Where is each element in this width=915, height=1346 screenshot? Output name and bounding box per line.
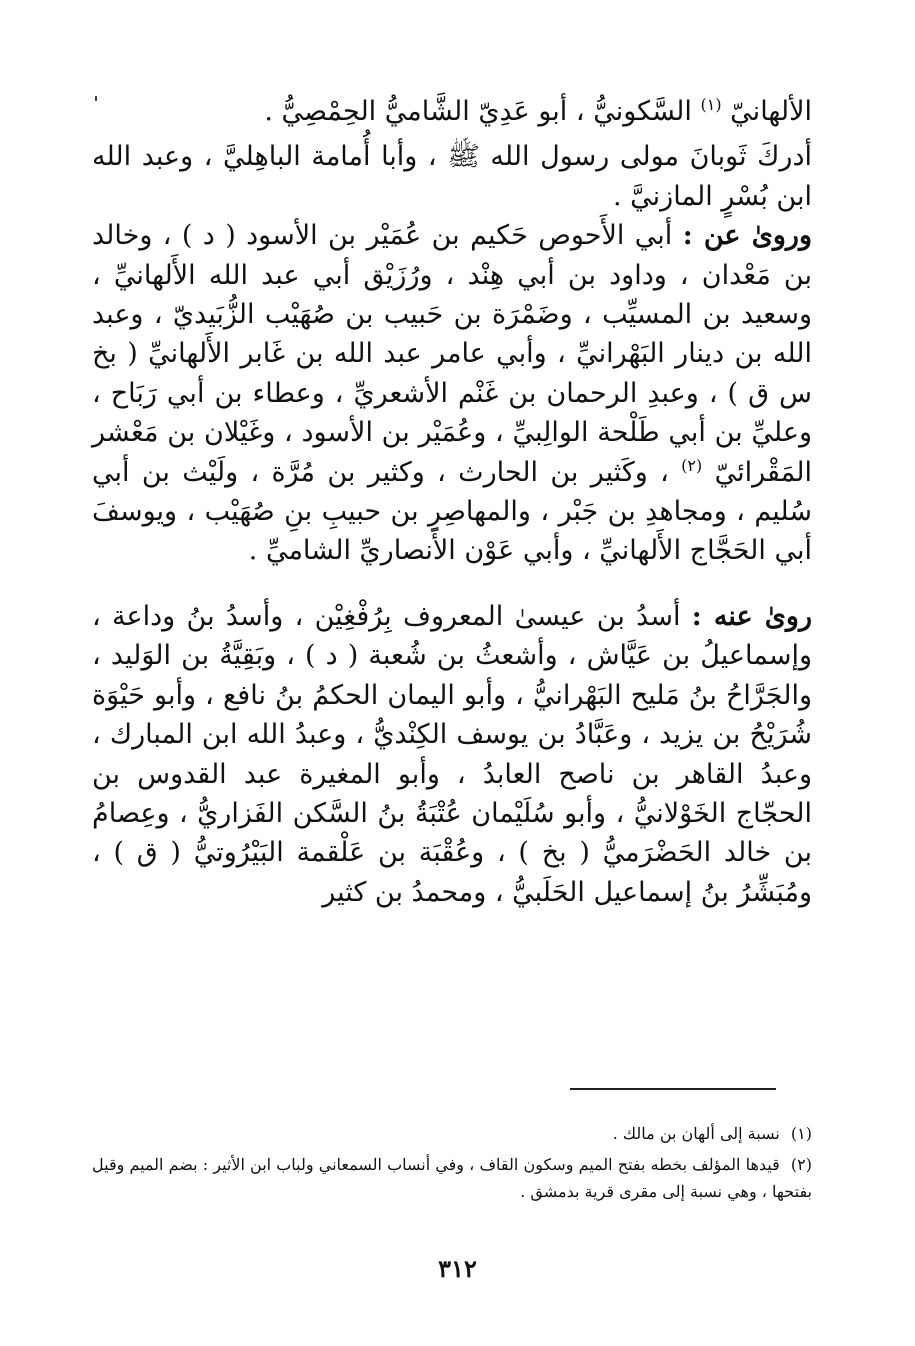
main-text xyxy=(92,92,812,912)
page-number: ٣١٢ xyxy=(438,1254,477,1283)
intro-rest: السَّكونيُّ ، أبو عَدِيّ الشَّاميُّ الحِمْصِيُّ . xyxy=(264,96,692,127)
intro-paragraph xyxy=(92,92,812,131)
rawa-an-label: وروىٰ عن : xyxy=(682,220,813,252)
footnotes xyxy=(92,1120,812,1209)
rawa-an-text-a: أبي الأَحوص حَكيم بن عُمَيْر بن الأسود ( د ) ، وخالد بن مَعْدان ، وداود بن أبي هِنْد ، ورُزَيْق أبي عبد الله الأَلهانيِّ ، وسعيد بن المسيِّب ، وضَمْرَة بن حَبيب بن صُهَيْب الزُّبَيديّ ، وعبد الله بن دينار البَهْرانيِّ ، وأبي عامر عبد الله بن غَابر الأَلهانيِّ ( بخ س ق ) ، وعبدِ الرحمان بن غَنْم الأشعريِّ ، وعطاء بن أبي رَبَاح ، وعليِّ بن أبي طَلْحة الوالِبيِّ ، وعُمَيْر بن الأسود ، وغَيْلان بن مَعْشر المَقْرائيّ xyxy=(92,220,812,488)
footnote-separator xyxy=(570,1088,776,1090)
intro-nisba: الألهانيّ xyxy=(730,96,812,127)
adrak-paragraph: أدركَ ثَوبانَ مولى رسول الله ﷺ ، وأبا أُمامة الباهِليَّ ، وعبد الله ابن بُسْرٍ المازنيَّ . xyxy=(92,141,812,212)
footnote-text: قيدها المؤلف بخطه بفتح الميم وسكون القاف ، وفي أنساب السمعاني ولباب ابن الأثير : بضم الميم وقيل بفتحها ، وهي نسبة إلى مقرى قرية بدمشق . xyxy=(92,1155,812,1201)
footnote-number: (٢) xyxy=(790,1155,812,1174)
rawa-an-paragraph xyxy=(92,216,812,571)
rawa-an-text-b: ، وكَثير بن الحارث ، وكثير بن مُرَّة ، ولَيْث بن أبي سُليم ، ومجاهدِ بن جَبْر ، والمهاصِرِ بن حبيبِ بنِ صُهَيْب ، ويوسفَ أبي الحَجَّاج الأَلهانيِّ ، وأبي عَوْن الأَنصاريِّ الشاميِّ . xyxy=(92,456,812,567)
section-gap xyxy=(92,571,812,597)
footnote-number: (١) xyxy=(790,1124,812,1143)
footnote-2 xyxy=(92,1151,812,1205)
footnote-text: نسبة إلى ألهان بن مالك . xyxy=(612,1124,780,1143)
footnote-1 xyxy=(92,1120,812,1147)
footnote-ref-2: (٢) xyxy=(681,455,703,475)
footnote-ref-1: (١) xyxy=(700,95,722,114)
rawa-anhu-paragraph xyxy=(92,597,812,912)
rawa-anhu-label: روىٰ عنه : xyxy=(691,600,812,632)
rawa-anhu-text: أسدُ بن عيسىٰ المعروف بِرُفْغِيْن ، وأسدُ بنُ وداعة ، وإسماعيلُ بن عَيَّاش ، وأشعثُ بن شُعبة ( د ) ، وبَقِيَّةُ بن الوَليد ، والجَرَّاحُ بنُ مَليح البَهْرانيُّ ، وأبو اليمان الحكمُ بنُ نافع ، وأبو حَيْوَة شُرَيْحُ بن يزيد ، وعَبَّادُ بن يوسف الكِنْديُّ ، وعبدُ الله ابن المبارك ، وعبدُ القاهر بن ناصح العابدُ ، وأبو المغيرة عبد القدوس بن الحجّاج الخَوْلانيُّ ، وأبو سُلَيْمان عُتْبَةُ بنُ السَّكن الفَزاريُّ ، وعِصامُ بن خالد الحَضْرَميُّ ( بخ ) ، وعُقْبَة بن عَلْقمة البَيْرُوتيُّ ( ق ) ، ومُبَشِّرُ بنُ إسماعيل الحَلَبيُّ ، ومحمدُ بن كثير xyxy=(92,600,812,908)
